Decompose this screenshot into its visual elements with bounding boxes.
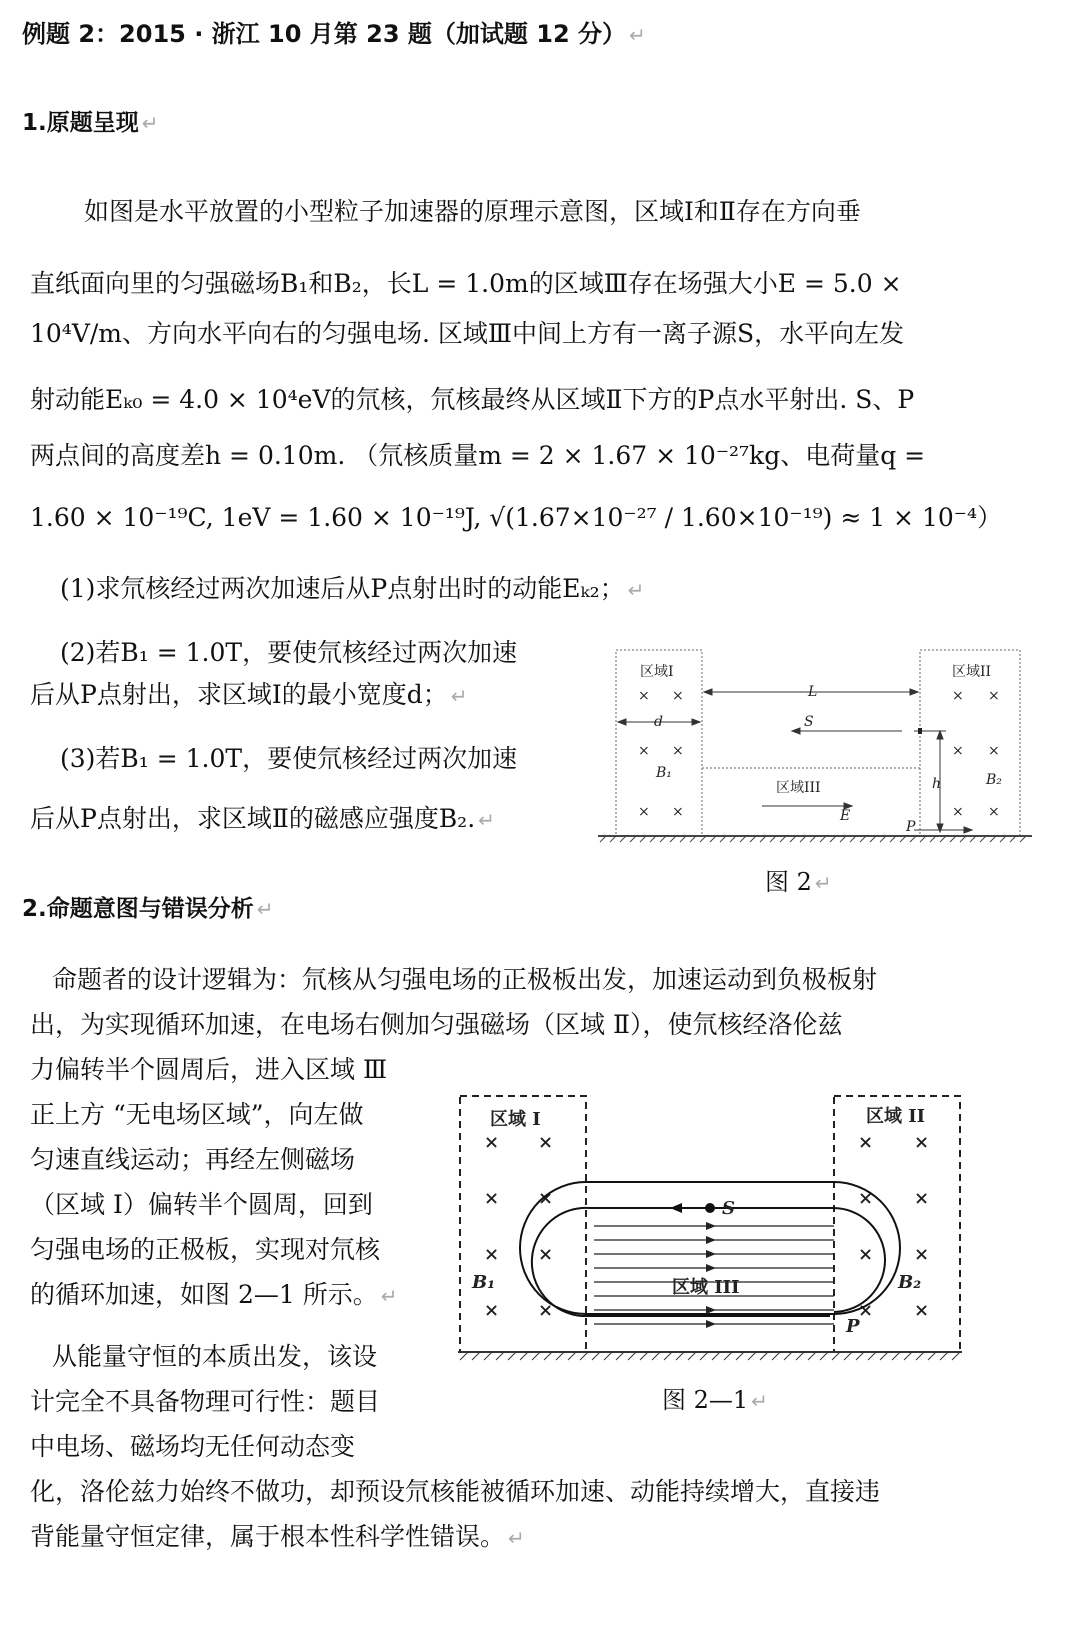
field-crosses bbox=[638, 688, 1000, 820]
svg-text:×: × bbox=[858, 1300, 874, 1321]
svg-text:×: × bbox=[914, 1244, 930, 1265]
label-S: S bbox=[722, 1198, 735, 1219]
svg-text:×: × bbox=[672, 804, 684, 820]
field-arrowheads bbox=[706, 1222, 716, 1328]
svg-text:×: × bbox=[538, 1300, 554, 1321]
figure-2-caption: 图 2 ↵ bbox=[765, 868, 832, 896]
analysis-line: 匀速直线运动；再经左侧磁场 bbox=[30, 1145, 356, 1174]
analysis-line: 匀强电场的正极板，实现对氘核 bbox=[30, 1235, 381, 1264]
figure-2-1-diagram bbox=[450, 1090, 970, 1370]
svg-text:×: × bbox=[484, 1188, 500, 1209]
problem-line: 两点间的高度差h = 0.10m. （氘核质量m = 2 × 1.67 × 10⁻²⁷kg、电荷量q = bbox=[30, 441, 926, 470]
label-P: P bbox=[906, 819, 916, 835]
svg-text:×: × bbox=[538, 1188, 554, 1209]
region-2-label: 区域 II bbox=[866, 1106, 926, 1127]
svg-text:×: × bbox=[484, 1132, 500, 1153]
analysis-line: （区域 Ⅰ）偏转半个圆周，回到 bbox=[30, 1190, 373, 1219]
analysis-line: 正上方 “无电场区域”，向左做 bbox=[30, 1100, 364, 1129]
svg-text:×: × bbox=[672, 743, 684, 759]
ground-hatching bbox=[598, 836, 1032, 842]
question-3-line: 后从P点射出，求区域Ⅱ的磁感应强度B₂. ↵ bbox=[30, 804, 495, 833]
conclusion-line: 从能量守恒的本质出发，该设 bbox=[52, 1342, 378, 1371]
question-2-line: 后从P点射出，求区域Ⅰ的最小宽度d； ↵ bbox=[30, 680, 468, 709]
region-1-label: 区域 I bbox=[490, 1109, 541, 1130]
problem-line: 10⁴V/m、方向水平向右的匀强电场. 区域Ⅲ中间上方有一离子源S，水平向左发 bbox=[30, 319, 905, 348]
svg-text:×: × bbox=[538, 1244, 554, 1265]
svg-text:×: × bbox=[858, 1132, 874, 1153]
label-h: h bbox=[932, 776, 942, 792]
label-B2: B₂ bbox=[898, 1272, 922, 1293]
svg-text:×: × bbox=[858, 1188, 874, 1209]
region-3-label: 区域III bbox=[776, 780, 821, 796]
svg-text:×: × bbox=[638, 804, 650, 820]
problem-line: 直纸面向里的匀强磁场B₁和B₂，长L = 1.0m的区域Ⅲ存在场强大小E = 5.0 × bbox=[30, 269, 902, 298]
problem-line: 射动能Eₖ₀ = 4.0 × 10⁴eV的氘核，氘核最终从区域Ⅱ下方的P点水平射出. S、P bbox=[30, 385, 915, 414]
svg-text:×: × bbox=[988, 688, 1000, 704]
region-2-box bbox=[834, 1096, 960, 1352]
region-2-label: 区域II bbox=[952, 664, 992, 680]
svg-text:×: × bbox=[914, 1132, 930, 1153]
question-3-line: (3)若B₁ = 1.0T，要使氘核经过两次加速 bbox=[60, 744, 518, 773]
analysis-line: 的循环加速，如图 2—1 所示。 ↵ bbox=[30, 1280, 398, 1309]
svg-text:×: × bbox=[638, 688, 650, 704]
region-1-label: 区域I bbox=[640, 664, 674, 680]
label-B2: B₂ bbox=[986, 772, 1002, 788]
page-title: 例题 2：2015 · 浙江 10 月第 23 题（加试题 12 分） ↵ bbox=[22, 20, 646, 48]
conclusion-line: 化，洛伦兹力始终不做功，却预设氘核能被循环加速、动能持续增大，直接违 bbox=[30, 1477, 881, 1506]
conclusion-line: 背能量守恒定律，属于根本性科学性错误。 ↵ bbox=[30, 1522, 525, 1551]
label-E: E bbox=[840, 808, 851, 824]
svg-text:×: × bbox=[952, 688, 964, 704]
conclusion-line: 中电场、磁场均无任何动态变 bbox=[30, 1432, 356, 1461]
analysis-line: 力偏转半个圆周后，进入区域 Ⅲ bbox=[30, 1055, 388, 1084]
label-P: P bbox=[846, 1316, 860, 1337]
ion-source-dot bbox=[705, 1203, 715, 1213]
label-B1: B₁ bbox=[656, 765, 672, 781]
problem-line: 1.60 × 10⁻¹⁹C, 1eV = 1.60 × 10⁻¹⁹J, √(1.67×10⁻²⁷ / 1.60×10⁻¹⁹) ≈ 1 × 10⁻⁴） bbox=[30, 503, 1002, 532]
svg-text:×: × bbox=[988, 743, 1000, 759]
label-d: d bbox=[654, 714, 663, 730]
analysis-line: 出，为实现循环加速，在电场右侧加匀强磁场（区域 Ⅱ），使氘核经洛伦兹 bbox=[30, 1010, 843, 1039]
ground-hatching bbox=[458, 1352, 962, 1360]
problem-line: 如图是水平放置的小型粒子加速器的原理示意图，区域Ⅰ和Ⅱ存在方向垂 bbox=[84, 197, 861, 226]
section-heading-1: 1.原题呈现 ↵ bbox=[22, 110, 159, 136]
section-heading-2: 2.命题意图与错误分析 ↵ bbox=[22, 896, 274, 922]
analysis-line: 命题者的设计逻辑为：氘核从匀强电场的正极板出发，加速运动到负极板射 bbox=[52, 965, 878, 994]
figure-2-diagram bbox=[596, 640, 1036, 850]
svg-text:×: × bbox=[914, 1300, 930, 1321]
svg-text:×: × bbox=[672, 688, 684, 704]
svg-text:×: × bbox=[484, 1244, 500, 1265]
svg-text:×: × bbox=[914, 1188, 930, 1209]
conclusion-line: 计完全不具备物理可行性：题目 bbox=[30, 1387, 381, 1416]
svg-text:×: × bbox=[484, 1300, 500, 1321]
label-L: L bbox=[808, 684, 818, 700]
svg-text:×: × bbox=[952, 804, 964, 820]
svg-text:×: × bbox=[638, 743, 650, 759]
label-S: S bbox=[804, 714, 814, 730]
svg-text:×: × bbox=[988, 804, 1000, 820]
label-B1: B₁ bbox=[472, 1272, 496, 1293]
svg-text:×: × bbox=[538, 1132, 554, 1153]
question-1: (1)求氘核经过两次加速后从P点射出时的动能Eₖ₂； ↵ bbox=[60, 574, 645, 603]
question-2-line: (2)若B₁ = 1.0T，要使氘核经过两次加速 bbox=[60, 638, 518, 667]
svg-text:×: × bbox=[858, 1244, 874, 1265]
svg-text:×: × bbox=[952, 743, 964, 759]
region-3-label: 区域 III bbox=[672, 1277, 740, 1298]
figure-2-1-caption: 图 2—1 ↵ bbox=[662, 1386, 768, 1414]
